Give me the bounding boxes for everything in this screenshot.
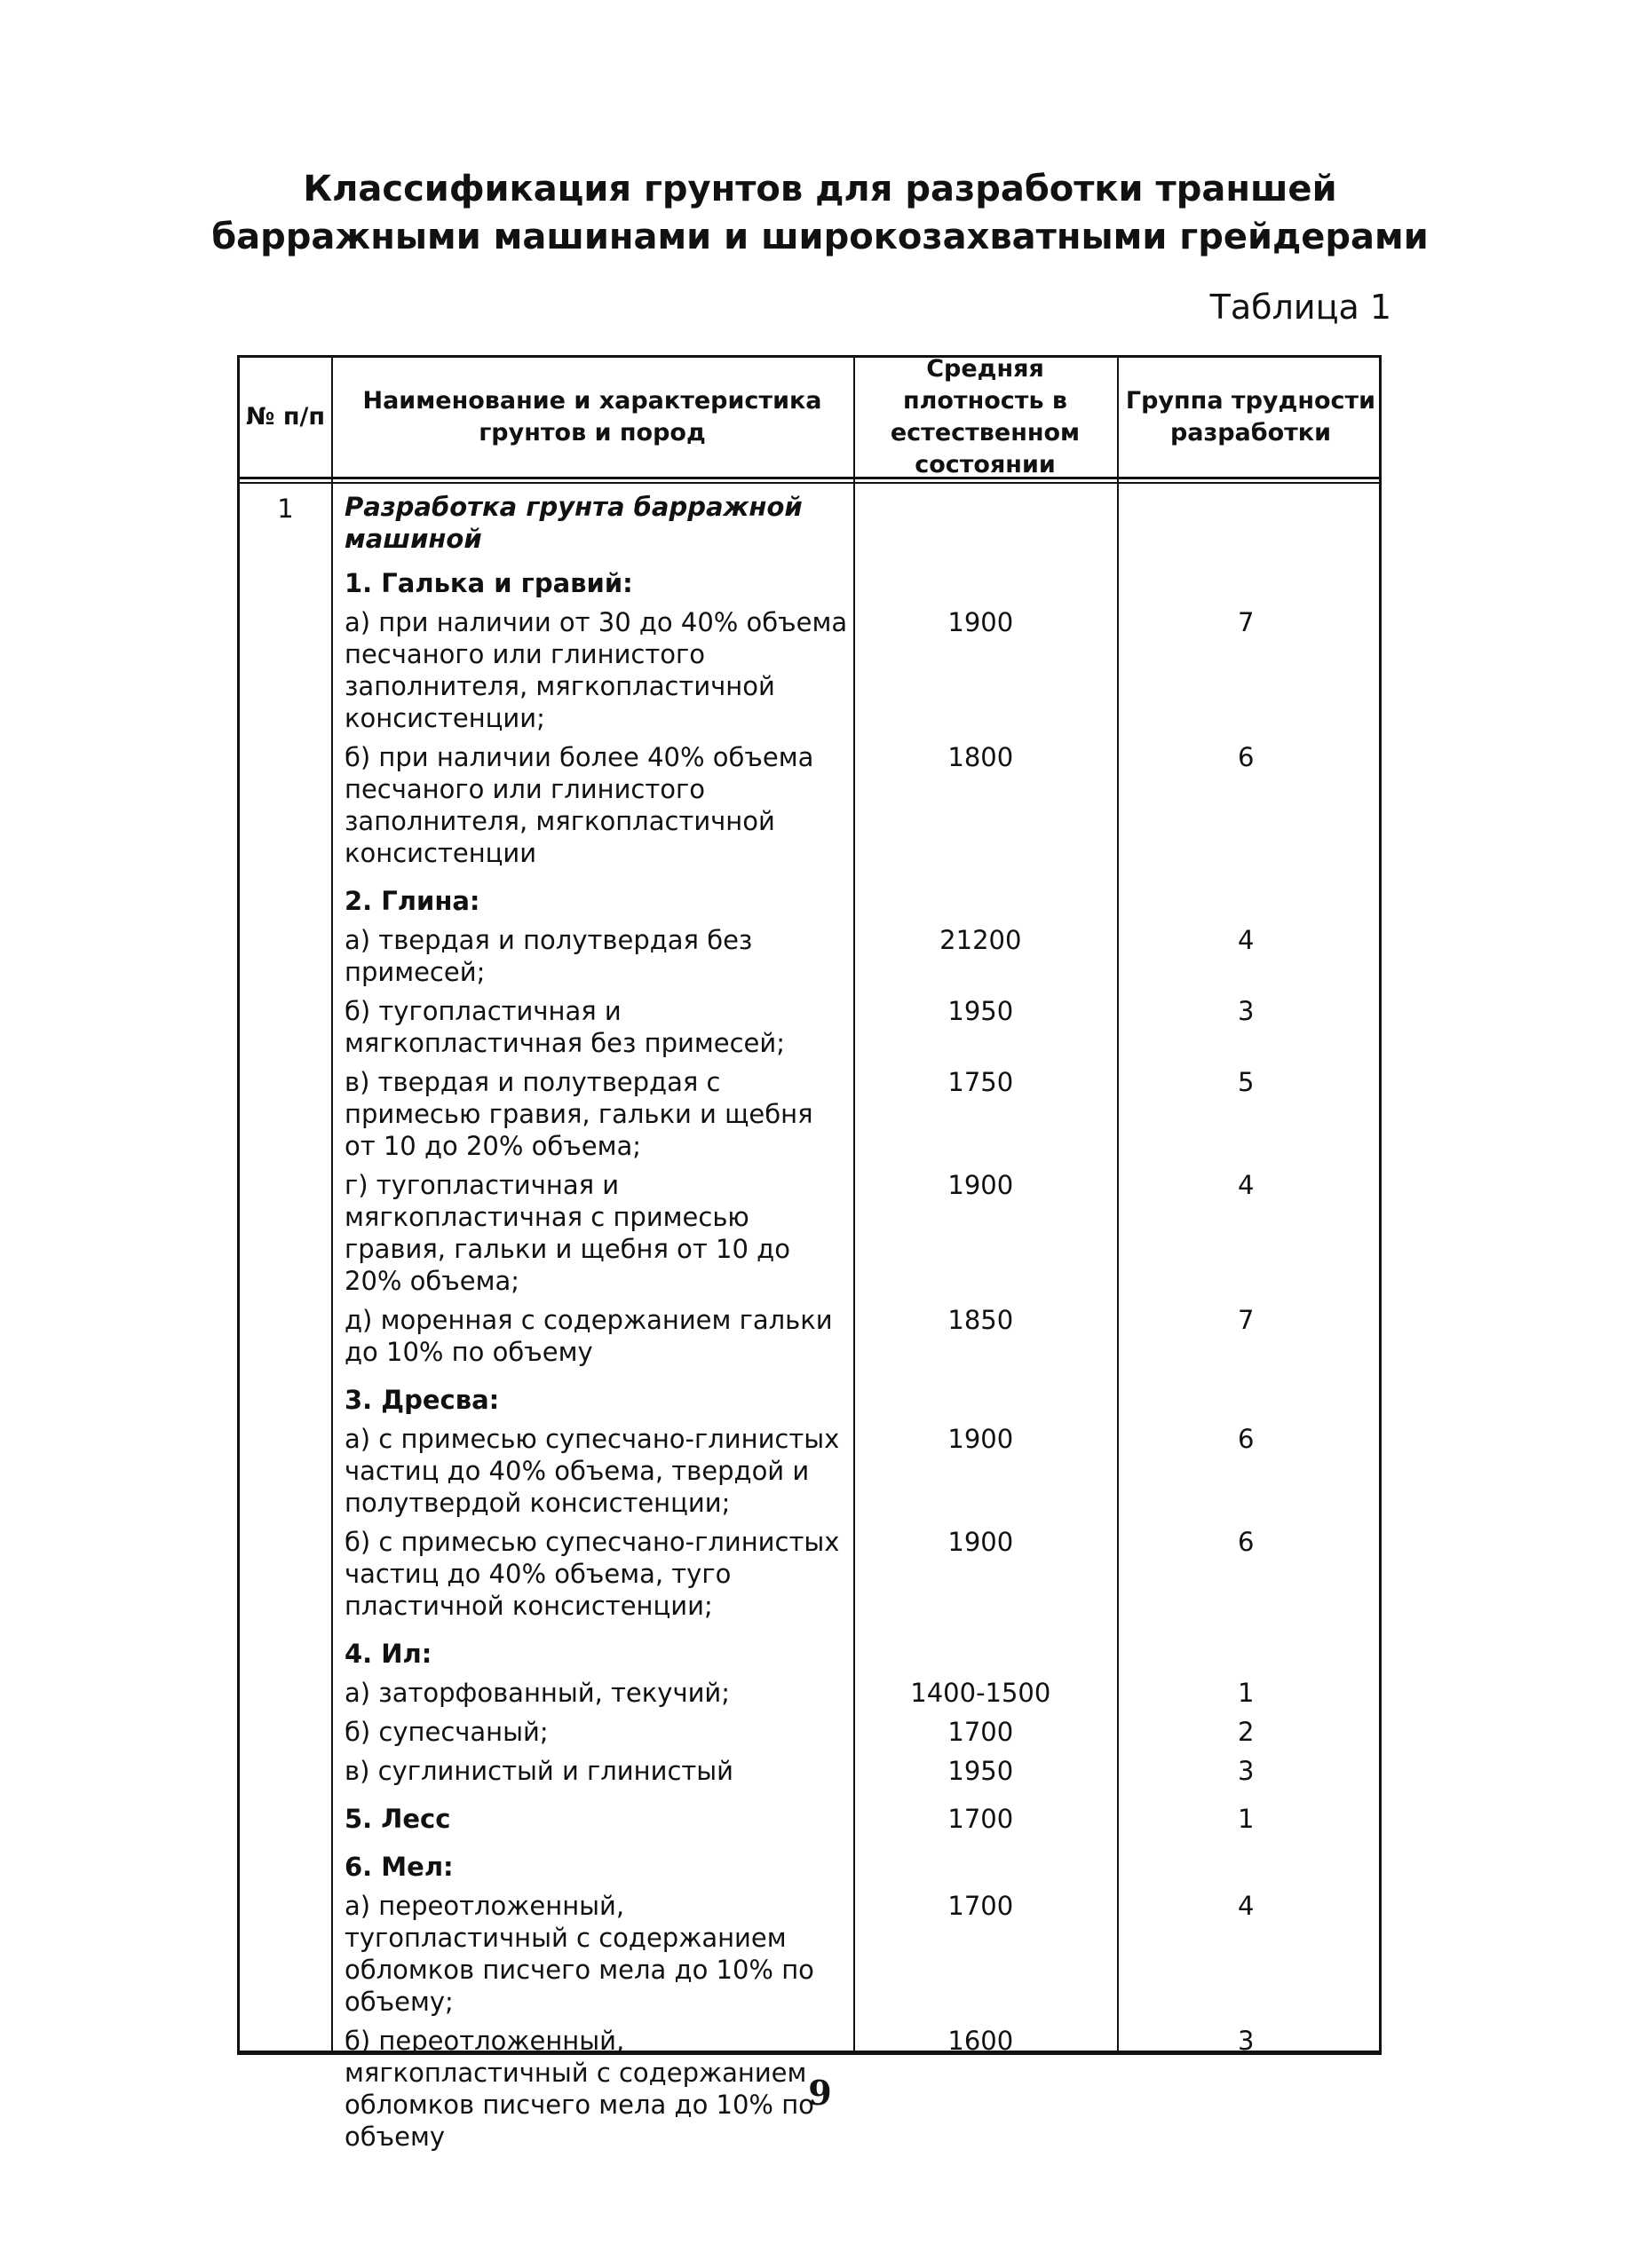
- density-cell: 1700: [947, 1804, 1014, 1834]
- group-title: 3. Дресва:: [345, 1385, 500, 1415]
- group-cell: 1: [1238, 1804, 1255, 1834]
- group-cell: 4: [1238, 925, 1255, 955]
- soil-description: б) тугопластичная и мягкопластичная без примесей;: [345, 996, 786, 1058]
- classification-table: [237, 355, 1382, 2152]
- group-cell: 7: [1238, 607, 1255, 637]
- title-line: Классификация грунтов для разработки траншей: [303, 169, 1337, 209]
- group-cell: 4: [1238, 1891, 1255, 1921]
- density-cell: [848, 1851, 1113, 1883]
- density-cell: 1900: [947, 1527, 1014, 1557]
- table-row: [240, 606, 1379, 734]
- group-cell: 5: [1238, 1067, 1255, 1097]
- density-cell: 1600: [947, 2026, 1014, 2056]
- soil-description: а) переотложенный, тугопластичный с содержанием обломков писчего мела до 10% по объему;: [345, 1891, 814, 2017]
- density-cell: 1700: [947, 1717, 1014, 1747]
- group-cell: 2: [1238, 1717, 1255, 1747]
- group-cell: [1113, 1384, 1379, 1416]
- soil-description: б) с примесью супесчано-глинистых частиц до 40% объема, туго пластичной консистенции;: [345, 1527, 840, 1621]
- density-cell: [848, 567, 1113, 599]
- group-cell: 3: [1238, 2026, 1255, 2056]
- group-cell: 4: [1238, 1170, 1255, 1200]
- soil-description: а) с примесью супесчано-глинистых частиц до 40% объема, твердой и полутвердой консистенции;: [345, 1424, 840, 1518]
- table-row: [240, 1169, 1379, 1297]
- soil-description: в) суглинистый и глинистый: [345, 1756, 734, 1786]
- density-cell: 1850: [947, 1305, 1014, 1335]
- group-title: 5. Лесс: [345, 1804, 451, 1834]
- density-cell: 1950: [947, 996, 1014, 1026]
- density-cell: 1900: [947, 1170, 1014, 1200]
- row-number: 1: [277, 494, 294, 524]
- soil-description: а) при наличии от 30 до 40% объема песчаного или глинистого заполнителя, мягкопластичной консистенции;: [345, 607, 848, 733]
- table-row: [240, 1716, 1379, 1748]
- header-divider: [240, 482, 1379, 484]
- table-row: [240, 885, 1379, 917]
- group-title: 1. Галька и гравий:: [345, 568, 633, 598]
- table-body: [240, 491, 1379, 2153]
- table-row: [240, 1066, 1379, 1162]
- density-cell: [848, 1638, 1113, 1670]
- group-cell: 6: [1238, 742, 1255, 772]
- table-row: [240, 1423, 1379, 1519]
- group-cell: 1: [1238, 1678, 1255, 1708]
- soil-description: б) при наличии более 40% объема песчаного или глинистого заполнителя, мягкопластичной консистенции: [345, 742, 814, 868]
- soil-description: б) супесчаный;: [345, 1717, 549, 1747]
- density-cell: [848, 885, 1113, 917]
- group-cell: 6: [1238, 1527, 1255, 1557]
- header-name: Наименование и характеристика грунтов и пород: [362, 387, 822, 446]
- table-row: [240, 1526, 1379, 1622]
- soil-description: в) твердая и полутвердая с примесью гравия, гальки и щебня от 10 до 20% объема;: [345, 1067, 813, 1161]
- header-divider: [240, 477, 1379, 479]
- group-cell: 3: [1238, 996, 1255, 1026]
- table-row: [240, 1304, 1379, 1368]
- density-cell: 1900: [947, 1424, 1014, 1454]
- soil-description: д) моренная с содержанием гальки до 10% по объему: [345, 1305, 833, 1367]
- table-row: [240, 741, 1379, 869]
- table-row: [240, 1755, 1379, 1787]
- group-cell: 7: [1238, 1305, 1255, 1335]
- density-cell: [848, 1384, 1113, 1416]
- table-row: [240, 567, 1379, 599]
- header-group: Группа трудности разработки: [1125, 387, 1376, 446]
- group-cell: 3: [1238, 1756, 1255, 1786]
- table-row: [240, 995, 1379, 1059]
- group-cell: 6: [1238, 1424, 1255, 1454]
- group-title: 4. Ил:: [345, 1639, 432, 1669]
- density-cell: 1800: [947, 742, 1014, 772]
- table-row: [240, 924, 1379, 988]
- section-title: Разработка грунта барражной машиной: [345, 492, 803, 554]
- group-title: 2. Глина:: [345, 886, 480, 916]
- table-label: Таблица 1: [1209, 288, 1391, 327]
- header-density: Средняя плотность в естественном состоянии: [890, 355, 1081, 478]
- soil-description: а) твердая и полутвердая без примесей;: [345, 925, 753, 987]
- group-cell: [1113, 567, 1379, 599]
- soil-description: а) заторфованный, текучий;: [345, 1678, 731, 1708]
- group-title: 6. Мел:: [345, 1852, 454, 1882]
- header-number: № п/п: [245, 403, 326, 431]
- table-row: [240, 1638, 1379, 1670]
- table-row: [240, 1890, 1379, 2018]
- group-cell: [1113, 1638, 1379, 1670]
- table-row: [240, 1677, 1379, 1709]
- density-cell: [848, 491, 1113, 555]
- soil-description: г) тугопластичная и мягкопластичная с примесью гравия, гальки и щебня от 10 до 20% объема;: [345, 1170, 790, 1296]
- table-row: [240, 1803, 1379, 1835]
- density-cell: 1750: [947, 1067, 1014, 1097]
- table-row: [240, 1384, 1379, 1416]
- density-cell: 1700: [947, 1891, 1014, 1921]
- density-cell: 1900: [947, 607, 1014, 637]
- table-row: [240, 1851, 1379, 1883]
- document-title: [0, 165, 1640, 261]
- group-cell: [1113, 885, 1379, 917]
- density-cell: 21200: [939, 925, 1022, 955]
- table-row: [240, 491, 1379, 555]
- density-cell: 1400-1500: [910, 1678, 1051, 1708]
- title-line: барражными машинами и широкозахватными грейдерами: [211, 217, 1429, 257]
- group-cell: [1113, 491, 1379, 555]
- page-number: 9: [808, 2073, 832, 2113]
- soil-description: б) переотложенный, мягкопластичный с содержанием обломков писчего мела до 10% по объему: [345, 2026, 814, 2152]
- group-cell: [1113, 1851, 1379, 1883]
- density-cell: 1950: [947, 1756, 1014, 1786]
